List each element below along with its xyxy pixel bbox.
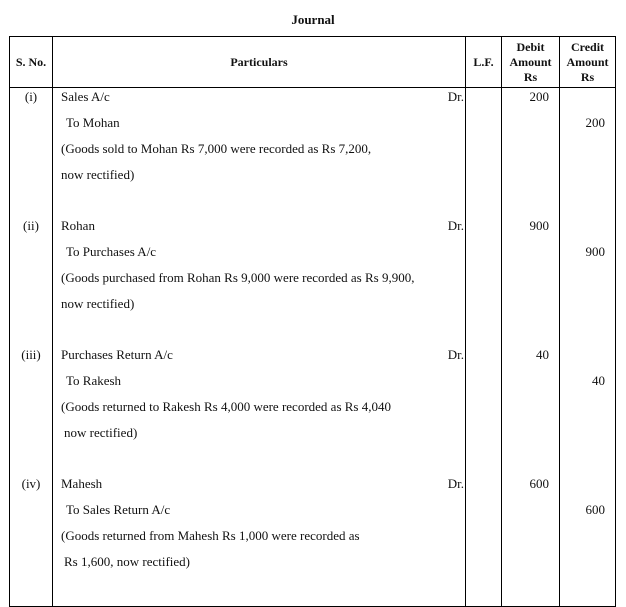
entry-credit-cell <box>560 346 616 475</box>
entry-sno-cell <box>10 475 53 606</box>
entry-debit-cell <box>502 217 560 346</box>
header-debit <box>502 37 560 88</box>
narration-line-1: (Goods purchased from Rohan Rs 9,000 were recorded as Rs 9,900, <box>61 270 415 285</box>
header-sno: S. No. <box>10 37 53 88</box>
debit-account: Sales A/c <box>61 89 110 104</box>
dr-label: Dr. <box>447 347 464 362</box>
header-credit <box>560 37 616 88</box>
entry-lf-cell <box>466 88 502 218</box>
debit-amount: 200 <box>529 89 549 104</box>
header-credit-line3: Rs <box>580 69 595 84</box>
entry-sno-cell <box>10 217 53 346</box>
debit-account: Purchases Return A/c <box>61 347 173 362</box>
entry-particulars-cell <box>53 217 466 346</box>
header-row <box>10 37 616 88</box>
header-debit-line1: Debit <box>516 39 545 54</box>
entry-sno-cell <box>10 346 53 475</box>
entry-sno: (ii) <box>23 218 39 233</box>
dr-label: Dr. <box>447 89 464 104</box>
header-particulars: Particulars <box>53 37 466 88</box>
debit-amount: 900 <box>529 218 549 233</box>
table-bottom-border <box>10 606 616 607</box>
journal-entry <box>10 217 616 346</box>
entry-debit-cell <box>502 475 560 606</box>
credit-amount: 200 <box>585 115 605 130</box>
entry-credit-cell <box>560 88 616 218</box>
credit-account: To Purchases A/c <box>66 244 157 259</box>
entry-sno: (iv) <box>21 476 41 491</box>
journal-table <box>9 36 616 607</box>
journal-entry <box>10 346 616 475</box>
narration-line-2: now rectified) <box>61 296 135 311</box>
debit-account-line <box>53 217 465 243</box>
header-debit-line3: Rs <box>523 69 538 84</box>
journal-title: Journal <box>291 12 335 27</box>
debit-account-line <box>53 475 465 501</box>
dr-label: Dr. <box>447 476 464 491</box>
entry-particulars-cell <box>53 88 466 218</box>
debit-account-line <box>53 346 465 372</box>
credit-amount: 900 <box>585 244 605 259</box>
entry-sno: (i) <box>24 89 38 104</box>
narration-line-1: (Goods returned from Mahesh Rs 1,000 were recorded as <box>61 528 360 543</box>
narration-line-1: (Goods returned to Rakesh Rs 4,000 were recorded as Rs 4,040 <box>61 399 391 414</box>
entry-debit-cell <box>502 88 560 218</box>
narration-line-2: now rectified) <box>61 167 135 182</box>
narration-line-1: (Goods sold to Mohan Rs 7,000 were recorded as Rs 7,200, <box>61 141 372 156</box>
entry-particulars-cell <box>53 346 466 475</box>
credit-account: To Mohan <box>66 115 120 130</box>
debit-account: Rohan <box>61 218 95 233</box>
header-lf: L.F. <box>466 37 502 88</box>
header-credit-line2: Amount <box>566 54 609 69</box>
debit-account-line <box>53 88 465 114</box>
debit-account: Mahesh <box>61 476 103 491</box>
credit-account: To Rakesh <box>66 373 122 388</box>
header-credit-line1: Credit <box>570 39 605 54</box>
credit-amount: 40 <box>592 373 605 388</box>
header-debit-line2: Amount <box>509 54 552 69</box>
debit-amount: 600 <box>529 476 549 491</box>
entry-credit-cell <box>560 475 616 606</box>
journal-entry <box>10 475 616 606</box>
narration-line-2: Rs 1,600, now rectified) <box>64 554 191 569</box>
entry-debit-cell <box>502 346 560 475</box>
narration-line-2: now rectified) <box>64 425 138 440</box>
entry-lf-cell <box>466 217 502 346</box>
entry-lf-cell <box>466 475 502 606</box>
entry-sno: (iii) <box>21 347 41 362</box>
dr-label: Dr. <box>447 218 464 233</box>
debit-amount: 40 <box>536 347 549 362</box>
entry-sno-cell <box>10 88 53 218</box>
entry-particulars-cell <box>53 475 466 606</box>
credit-amount: 600 <box>585 502 605 517</box>
journal-entry <box>10 88 616 218</box>
entry-lf-cell <box>466 346 502 475</box>
credit-account: To Sales Return A/c <box>66 502 171 517</box>
entry-credit-cell <box>560 217 616 346</box>
